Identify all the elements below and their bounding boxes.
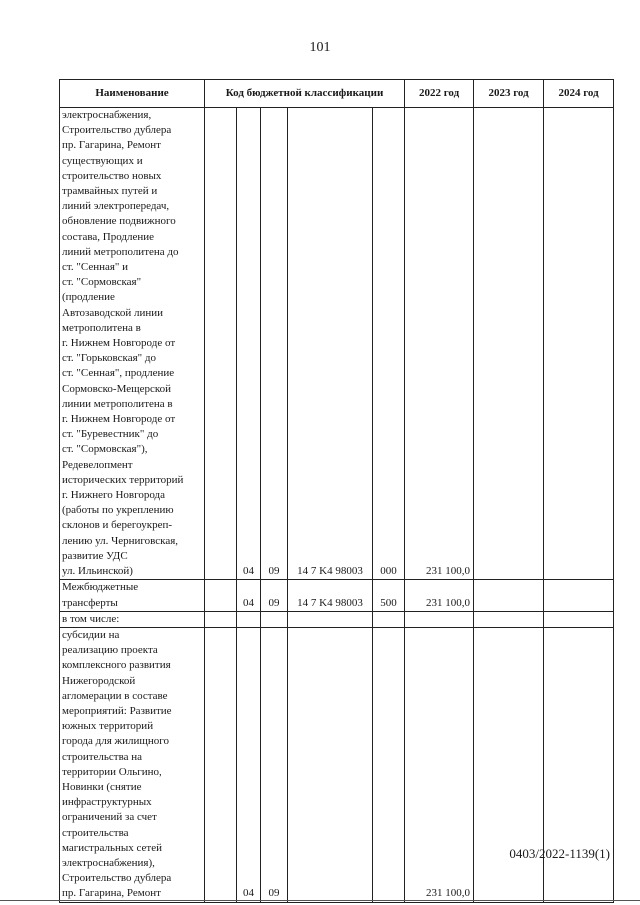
table-row <box>60 108 614 580</box>
header-2022: 2022 год <box>405 80 474 108</box>
code-target <box>288 627 373 902</box>
header-2024: 2024 год <box>544 80 614 108</box>
row-name: Межбюджетные трансферты <box>60 580 205 611</box>
document-number: 0403/2022-1139(1) <box>509 846 610 861</box>
amount-2023 <box>474 580 544 611</box>
amount-2022: 231 100,0 <box>405 580 474 611</box>
code-target: 14 7 K4 98003 <box>288 580 373 611</box>
amount-2024 <box>544 108 614 580</box>
header-2023: 2023 год <box>474 80 544 108</box>
code-subsection <box>261 611 288 627</box>
row-name: электроснабжения, Строительство дублера пр. Гагарина, Ремонт существующих и строительство новых трамвайных путей и линий электропередач, обновление подвижного состава, Продление линий метрополитена до ст. "Сенная" и ст. "Сормовская" (продление Автозаводской линии метрополитена в г. Нижнем Новгороде от ст. "Горьковская" до ст. "Сенная", продление Сормовско-Мещерской линии метрополитена в г. Нижнем Новгороде от ст. "Буревестник" до ст. "Сормовская"), Редевелопмент исторических территорий г. Нижнего Новгорода (работы по укреплению склонов и берегоукреп- лению ул. Черниговская, развитие УДС ул. Ильинской) <box>60 108 205 580</box>
amount-2022: 231 100,0 <box>405 108 474 580</box>
amount-2024 <box>544 580 614 611</box>
amount-2022: 231 100,0 <box>405 627 474 902</box>
table-row <box>60 611 614 627</box>
amount-2023 <box>474 108 544 580</box>
code-expense-type: 000 <box>373 108 405 580</box>
code-expense-type <box>373 627 405 902</box>
code-section: 04 <box>237 627 261 902</box>
code-expense-type: 500 <box>373 580 405 611</box>
scan-edge-line <box>0 900 640 901</box>
code-subsection: 09 <box>261 627 288 902</box>
header-code: Код бюджетной классификации <box>205 80 405 108</box>
code-expense-type <box>373 611 405 627</box>
code-1 <box>205 611 237 627</box>
amount-2024 <box>544 611 614 627</box>
header-name: Наименование <box>60 80 205 108</box>
row-name: субсидии на реализацию проекта комплексного развития Нижегородской агломерации в составе мероприятий: Развитие южных территорий города для жилищного строительства на территории Ольгино, Новинки (снятие инфраструктурных ограничений за счет строительства магистральных сетей электроснабжения), Строительство дублера пр. Гагарина, Ремонт <box>60 627 205 902</box>
code-target: 14 7 K4 98003 <box>288 108 373 580</box>
budget-table <box>59 79 614 903</box>
row-name: в том числе: <box>60 611 205 627</box>
page-number: 101 <box>309 40 331 55</box>
table-row <box>60 580 614 611</box>
table-header-row <box>60 80 614 108</box>
code-section: 04 <box>237 580 261 611</box>
code-target <box>288 611 373 627</box>
code-section: 04 <box>237 108 261 580</box>
code-section <box>237 611 261 627</box>
code-subsection: 09 <box>261 108 288 580</box>
code-1 <box>205 580 237 611</box>
amount-2022 <box>405 611 474 627</box>
amount-2023 <box>474 611 544 627</box>
code-1 <box>205 627 237 902</box>
code-1 <box>205 108 237 580</box>
code-subsection: 09 <box>261 580 288 611</box>
